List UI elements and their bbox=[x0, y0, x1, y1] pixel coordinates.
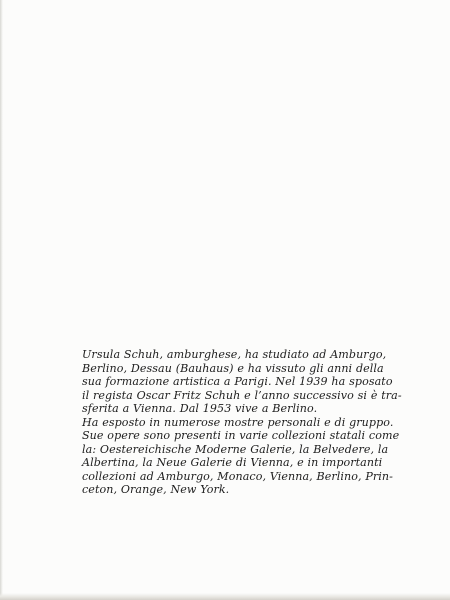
bio-line-5: sferita a Vienna. Dal 1953 vive a Berlino. bbox=[82, 402, 318, 416]
bio-line-10: collezioni ad Amburgo, Monaco, Vienna, Berlino, Prin- bbox=[82, 469, 393, 483]
page-bottom-edge bbox=[0, 593, 450, 600]
bio-line-11: ceton, Orange, New York. bbox=[82, 483, 230, 497]
bio-line-8: la: Oestereichische Moderne Galerie, la Belvedere, la bbox=[82, 442, 389, 456]
page-left-shadow bbox=[0, 0, 3, 600]
bio-line-9: Albertina, la Neue Galerie di Vienna, e in importanti bbox=[82, 456, 383, 470]
bio-paragraph bbox=[82, 348, 402, 497]
bio-line-6: Ha esposto in numerose mostre personali e di gruppo. bbox=[82, 415, 394, 429]
bio-line-7: Sue opere sono presenti in varie collezioni statali come bbox=[82, 429, 400, 443]
bio-line-4: il regista Oscar Fritz Schuh e l’anno successivo si è tra- bbox=[82, 388, 402, 402]
biography-text bbox=[82, 348, 402, 497]
bio-line-1: Ursula Schuh, amburghese, ha studiato ad Amburgo, bbox=[82, 348, 387, 361]
bio-line-3: sua formazione artistica a Parigi. Nel 1939 ha sposato bbox=[82, 375, 393, 389]
bio-line-2: Berlino, Dessau (Bauhaus) e ha vissuto gli anni della bbox=[82, 361, 384, 375]
